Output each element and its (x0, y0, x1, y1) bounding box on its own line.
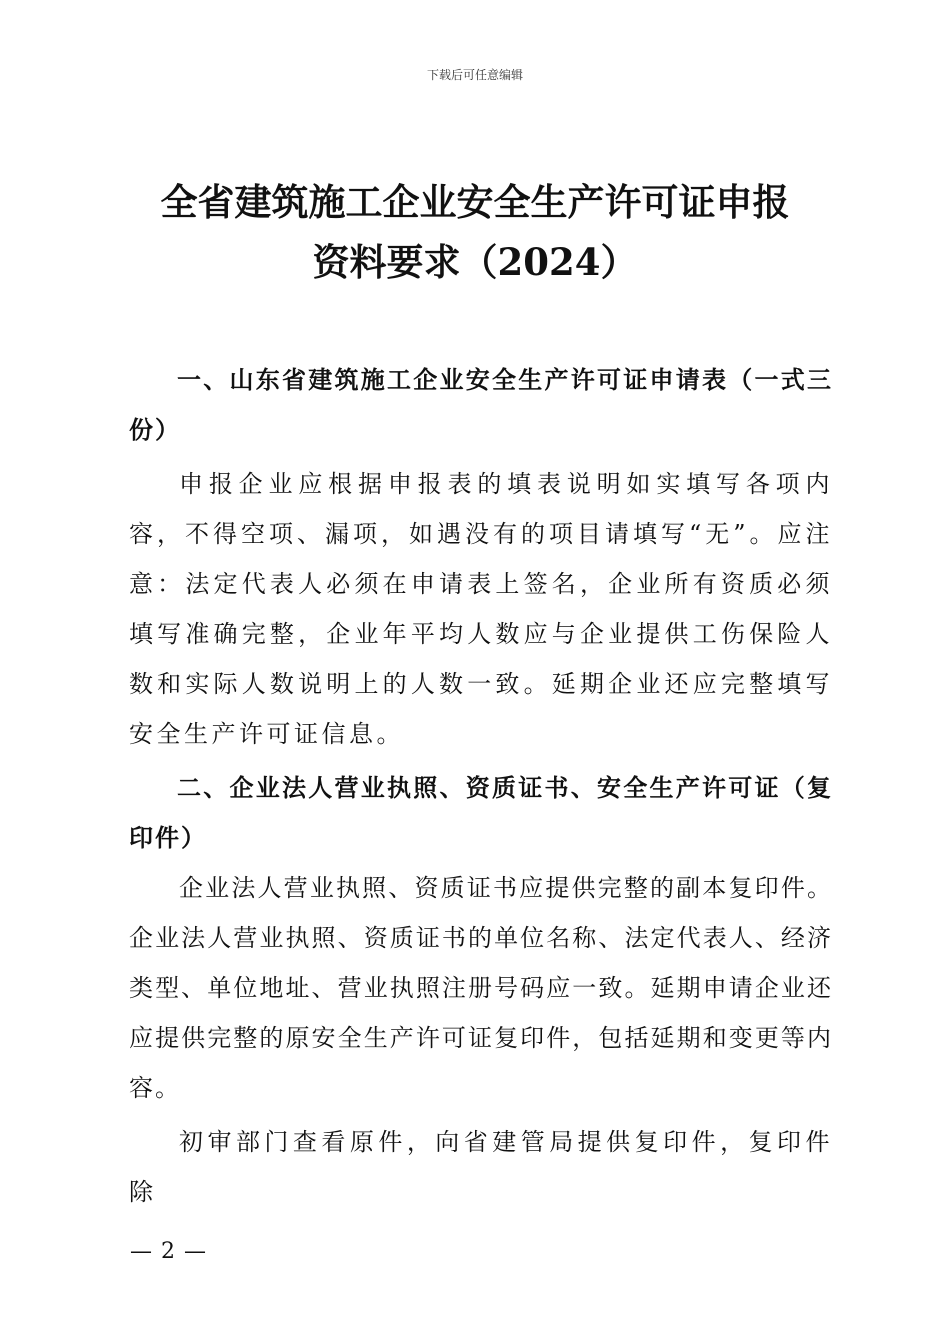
section-2-paragraph-2: 初审部门查看原件，向省建管局提供复印件，复印件除 (129, 1128, 833, 1206)
page-number: — 2 — (130, 1239, 207, 1264)
document-body (129, 355, 833, 1217)
header-note: 下载后可任意编辑 (426, 68, 523, 82)
section-2-heading: 二、企业法人营业执照、资质证书、安全生产许可证（复印件） (129, 774, 833, 852)
document-title-line-1: 全省建筑施工企业安全生产许可证申报 (160, 180, 790, 224)
document-title (0, 172, 950, 292)
document-title-line-2: 资料要求（2024） (312, 240, 638, 284)
section-1-paragraph-1: 申报企业应根据申报表的填表说明如实填写各项内容，不得空项、漏项，如遇没有的项目请填写“无”。应注意：法定代表人必须在申请表上签名，企业所有资质必须填写准确完整，企业年平均人数应与企业提供工伤保险人数和实际人数说明上的人数一致。延期企业还应完整填写安全生产许可证信息。 (129, 470, 833, 748)
section-1-heading: 一、山东省建筑施工企业安全生产许可证申请表（一式三份） (129, 366, 833, 444)
section-2-paragraph-1: 企业法人营业执照、资质证书应提供完整的副本复印件。企业法人营业执照、资质证书的单位名称、法定代表人、经济类型、单位地址、营业执照注册号码应一致。延期申请企业还应提供完整的原安全生产许可证复印件，包括延期和变更等内容。 (129, 874, 833, 1102)
